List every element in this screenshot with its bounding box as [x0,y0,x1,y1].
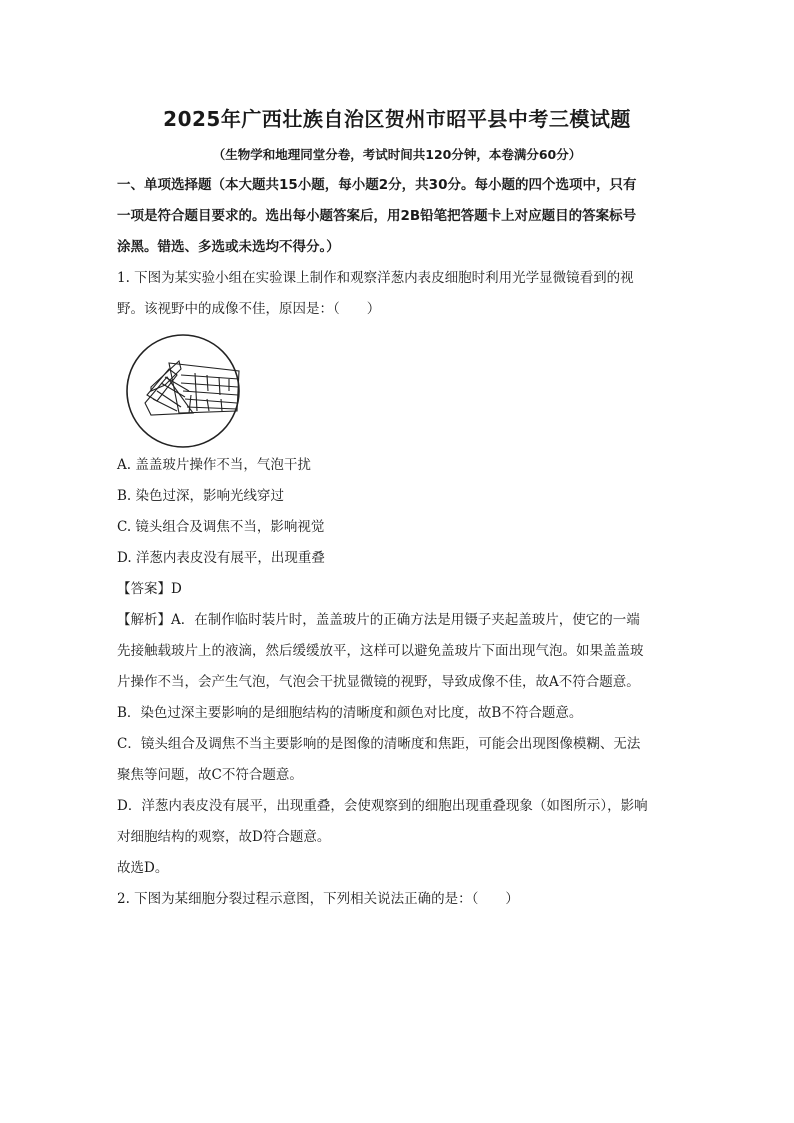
question-1-analysis-line-5: C．镜头组合及调焦不当主要影响的是图像的清晰度和焦距，可能会出现图像模糊、无法 [117,736,641,752]
question-1-analysis-line-8: 对细胞结构的观察，故D符合题意。 [117,829,331,845]
question-1-option-d: D. 洋葱内表皮没有展平，出现重叠 [117,550,325,566]
question-1-option-c: C. 镜头组合及调焦不当，影响视觉 [117,519,325,535]
question-1-option-a: A. 盖盖玻片操作不当，气泡干扰 [117,457,311,473]
question-1-answer: 【答案】D [117,581,182,597]
question-1-analysis-line-2: 先接触载玻片上的液滴，然后缓缓放平，这样可以避免盖玻片下面出现气泡。如果盖盖玻 [117,643,644,659]
question-1-conclusion: 故选D。 [117,860,169,876]
question-1-analysis-line-3: 片操作不当，会产生气泡，气泡会干扰显微镜的视野，导致成像不佳，故A不符合题意。 [117,674,640,690]
microscope-view-figure [121,333,245,449]
question-1-analysis-line-4: B．染色过深主要影响的是细胞结构的清晰度和颜色对比度，故B不符合题意。 [117,705,583,721]
question-1-analysis-line-6: 聚焦等问题，故C不符合题意。 [117,767,303,783]
section-instructions-line-3: 涂黑。错选、多选或未选均不得分。） [117,239,340,255]
question-1-analysis-line-1: 【解析】A．在制作临时装片时，盖盖玻片的正确方法是用镊子夹起盖玻片，使它的一端 [117,612,640,628]
page-subtitle: （生物学和地理同堂分卷，考试时间共120分钟，本卷满分60分） [212,147,582,162]
question-1-analysis-line-7: D．洋葱内表皮没有展平，出现重叠，会使观察到的细胞出现重叠现象（如图所示），影响 [117,798,648,814]
page-title: 2025年广西壮族自治区贺州市昭平县中考三模试题 [163,107,631,131]
question-1-option-b: B. 染色过深，影响光线穿过 [117,488,285,504]
question-2-stem: 2. 下图为某细胞分裂过程示意图，下列相关说法正确的是：（ ） [117,891,519,907]
question-1-stem-line-1: 1. 下图为某实验小组在实验课上制作和观察洋葱内表皮细胞时利用光学显微镜看到的视 [117,270,634,286]
question-1-stem-line-2: 野。该视野中的成像不佳，原因是：（ ） [117,301,381,317]
section-instructions-line-1: 一、单项选择题（本大题共15小题，每小题2分，共30分。每小题的四个选项中，只有 [117,177,637,193]
section-instructions-line-2: 一项是符合题目要求的。选出每小题答案后，用2B铅笔把答题卡上对应题目的答案标号 [117,208,637,224]
microscope-field-drawing [121,333,245,449]
